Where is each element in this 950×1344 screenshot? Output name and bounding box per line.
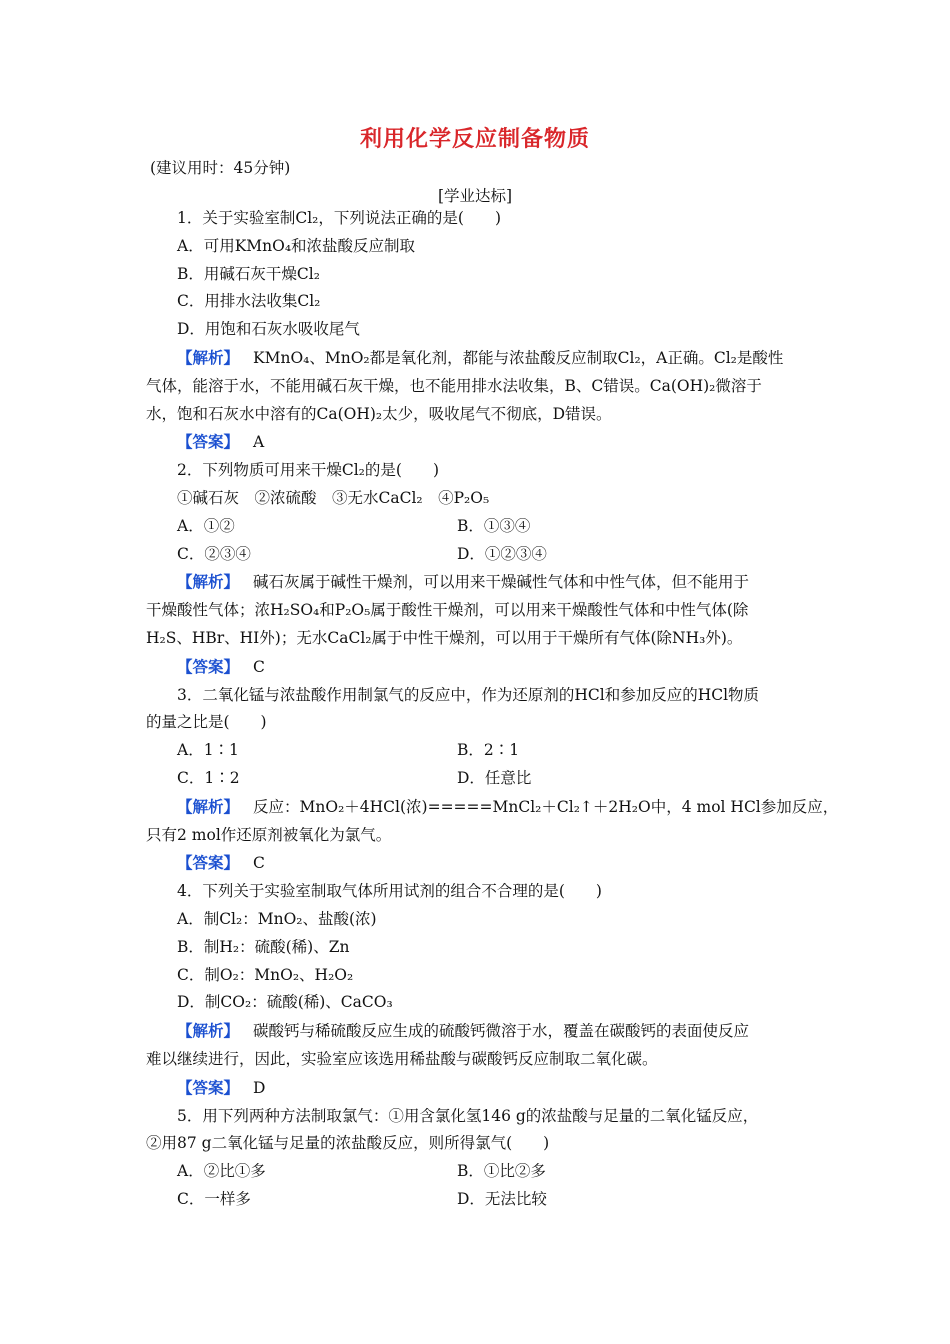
analysis-text: 只有2 mol作还原剂被氧化为氯气。	[146, 825, 392, 844]
question-2-options-row	[146, 541, 808, 569]
question-5-options-row	[146, 1158, 808, 1186]
analysis-text: 难以继续进行，因此，实验室应该选用稀盐酸与碳酸钙反应制取二氧化碳。	[146, 1049, 658, 1068]
analysis-text: 碳酸钙与稀硫酸反应生成的硫酸钙微溶于水，覆盖在碳酸钙的表面使反应	[253, 1022, 750, 1041]
question-3-option-d: D．任意比	[457, 768, 532, 787]
question-4-answer	[146, 1074, 808, 1103]
answer-value: A	[253, 433, 265, 452]
question-2-option-c: C．②③④	[177, 544, 251, 563]
question-3-stem-cont: 的量之比是( )	[146, 713, 267, 732]
question-2-option-b: B．①③④	[457, 516, 531, 535]
question-2-option-a: A．①②	[177, 516, 235, 535]
analysis-text: 干燥酸性气体；浓H₂SO₄和P₂O₅属于酸性干燥剂，可以用来干燥酸性气体和中性气体(除	[146, 601, 749, 620]
question-4-option-d: D．制CO₂：硫酸(稀)、CaCO₃	[177, 993, 393, 1012]
question-4-stem: 4．下列关于实验室制取气体所用试剂的组合不合理的是( )	[177, 882, 602, 901]
question-2-answer	[146, 653, 808, 682]
question-5-stem-cont: ②用87 g二氧化锰与足量的浓盐酸反应，则所得氯气( )	[146, 1134, 550, 1153]
question-3-options-row	[146, 737, 808, 765]
question-2-analysis	[146, 568, 808, 597]
question-2-option-d: D．①②③④	[457, 544, 547, 563]
answer-tag: 【答案】	[177, 432, 240, 452]
analysis-tag: 【解析】	[177, 1021, 240, 1041]
analysis-tag: 【解析】	[177, 572, 240, 592]
answer-tag: 【答案】	[177, 656, 240, 676]
analysis-tag: 【解析】	[177, 796, 240, 816]
question-1-analysis	[146, 344, 808, 373]
question-5-option-a: A．②比①多	[177, 1162, 266, 1181]
question-3-answer	[146, 849, 808, 878]
question-4-option-a: A．制Cl₂：MnO₂、盐酸(浓)	[177, 909, 377, 928]
question-1-answer	[146, 428, 808, 457]
analysis-text: 反应：MnO₂＋4HCl(浓)=====MnCl₂＋Cl₂↑＋2H₂O中，4 mol HCl参加反应，	[253, 797, 839, 816]
analysis-text: 水，饱和石灰水中溶有的Ca(OH)₂太少，吸收尾气不彻底，D错误。	[146, 404, 612, 423]
question-1-option-d: D．用饱和石灰水吸收尾气	[177, 320, 360, 339]
question-5-option-d: D．无法比较	[457, 1189, 547, 1208]
page-title: 利用化学反应制备物质	[359, 126, 590, 152]
question-1-option-c: C．用排水法收集Cl₂	[177, 292, 321, 311]
answer-value: C	[253, 657, 265, 676]
question-3-options-row	[146, 765, 808, 793]
question-3-option-a: A．1∶1	[177, 741, 239, 760]
answer-value: C	[253, 854, 265, 873]
question-2-options-row	[146, 513, 808, 541]
question-1-stem: 1．关于实验室制Cl₂，下列说法正确的是( )	[177, 209, 501, 227]
answer-value: D	[253, 1078, 266, 1097]
question-content	[146, 205, 839, 1214]
question-5-option-c: C．一样多	[177, 1189, 251, 1208]
question-5-option-b: B．①比②多	[457, 1162, 546, 1181]
question-3-analysis	[146, 793, 839, 822]
answer-tag: 【答案】	[177, 853, 240, 873]
question-5-stem: 5．用下列两种方法制取氯气：①用含氯化氢146 g的浓盐酸与足量的二氧化锰反应，	[177, 1106, 759, 1125]
answer-tag: 【答案】	[177, 1077, 240, 1097]
analysis-text: H₂S、HBr、HI外)；无水CaCl₂属于中性干燥剂，可以用于干燥所有气体(除NH₃外)。	[146, 628, 743, 647]
question-4-option-c: C．制O₂：MnO₂、H₂O₂	[177, 965, 354, 984]
question-1-option-a: A．可用KMnO₄和浓盐酸反应制取	[177, 236, 416, 255]
analysis-text: 气体，能溶于水，不能用碱石灰干燥，也不能用排水法收集，B、C错误。Ca(OH)₂微溶于	[146, 376, 762, 395]
analysis-text: KMnO₄、MnO₂都是氧化剂，都能与浓盐酸反应制取Cl₂，A正确。Cl₂是酸性	[253, 348, 784, 367]
analysis-tag: 【解析】	[177, 347, 240, 367]
suggested-time: (建议用时：45分钟)	[150, 159, 291, 177]
question-5-options-row	[146, 1186, 808, 1214]
question-2-choices: ①碱石灰 ②浓硫酸 ③无水CaCl₂ ④P₂O₅	[177, 488, 490, 507]
question-4-analysis	[146, 1017, 808, 1046]
analysis-text: 碱石灰属于碱性干燥剂，可以用来干燥碱性气体和中性气体，但不能用于	[253, 573, 750, 592]
section-heading: [学业达标]	[437, 187, 513, 205]
question-1-option-b: B．用碱石灰干燥Cl₂	[177, 264, 320, 283]
question-3-option-b: B．2∶1	[457, 741, 520, 760]
question-2-stem: 2．下列物质可用来干燥Cl₂的是( )	[177, 461, 439, 480]
question-3-option-c: C．1∶2	[177, 768, 240, 787]
question-4-option-b: B．制H₂：硫酸(稀)、Zn	[177, 937, 350, 956]
question-3-stem: 3．二氧化锰与浓盐酸作用制氯气的反应中，作为还原剂的HCl和参加反应的HCl物质	[177, 685, 760, 704]
